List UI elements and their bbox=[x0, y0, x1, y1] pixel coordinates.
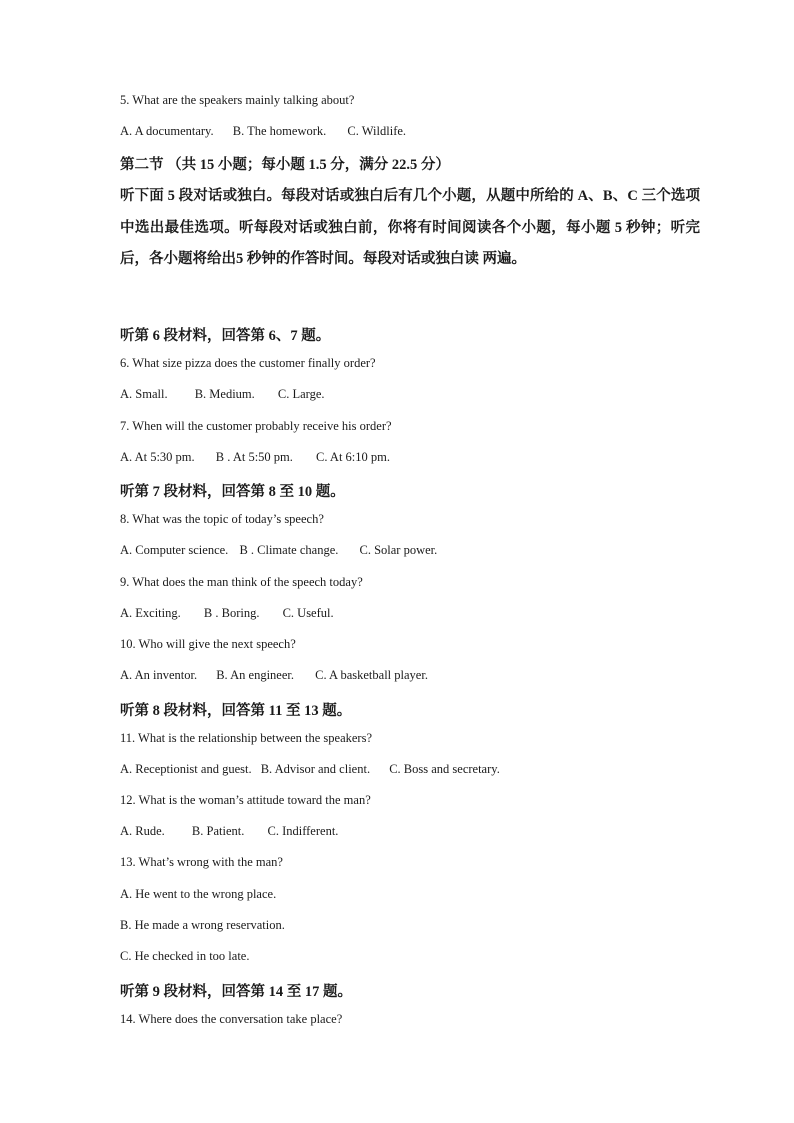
question-9-stem: 9. What does the man think of the speech today? bbox=[120, 575, 363, 589]
option-b: B . Boring. bbox=[203, 606, 260, 620]
option-c: C. Solar power. bbox=[359, 543, 438, 557]
option-b: B. Patient. bbox=[191, 824, 245, 838]
option-c: C. Boss and secretary. bbox=[389, 762, 500, 776]
question-13-option-b: B. He made a wrong reservation. bbox=[120, 918, 285, 932]
option-b: B. Advisor and client. bbox=[260, 762, 371, 776]
option-a: A. Computer science. bbox=[120, 543, 229, 557]
option-c: C. A basketball player. bbox=[315, 668, 428, 682]
question-5-options bbox=[120, 124, 406, 139]
section-2-title: 第二节 （共 15 小题；每小题 1.5 分，满分 22.5 分） bbox=[120, 157, 450, 173]
option-a: A. Receptionist and guest. bbox=[120, 762, 252, 776]
question-5-stem: 5. What are the speakers mainly talking about? bbox=[120, 93, 355, 107]
listening-instructions: 听下面 5 段对话或独白。每段对话或独白后有几个小题，从题中所给的 A、B、C 三个选项中选出最佳选项。听每段对话或独白前，你将有时间阅读各个小题，每小题 5 秒钟；听完后，各小题将给出5 秒钟的作答时间。每段对话或独白读 两遍。 bbox=[120, 188, 700, 267]
option-c: C. Indifferent. bbox=[267, 824, 339, 838]
question-10-options bbox=[120, 668, 428, 683]
question-12-options bbox=[120, 824, 338, 839]
option-a: A. At 5:30 pm. bbox=[120, 450, 195, 464]
question-6-stem: 6. What size pizza does the customer finally order? bbox=[120, 356, 376, 370]
question-9-options bbox=[120, 606, 334, 621]
material-8-heading: 听第 8 段材料，回答第 11 至 13 题。 bbox=[120, 703, 352, 719]
question-11-stem: 11. What is the relationship between the speakers? bbox=[120, 731, 373, 745]
option-b: B. An engineer. bbox=[216, 668, 294, 682]
question-13-option-c: C. He checked in too late. bbox=[120, 949, 250, 963]
question-7-options bbox=[120, 450, 390, 465]
question-12-stem: 12. What is the woman’s attitude toward the man? bbox=[120, 793, 371, 807]
question-11-options bbox=[120, 762, 500, 777]
option-a: A. An inventor. bbox=[120, 668, 198, 682]
question-6-options bbox=[120, 387, 325, 402]
option-c: C. Useful. bbox=[282, 606, 334, 620]
option-b: B . Climate change. bbox=[239, 543, 339, 557]
option-c: C. Large. bbox=[277, 387, 325, 401]
question-7-stem: 7. When will the customer probably receive his order? bbox=[120, 419, 392, 433]
question-10-stem: 10. Who will give the next speech? bbox=[120, 637, 296, 651]
question-13-option-a: A. He went to the wrong place. bbox=[120, 887, 277, 901]
question-8-stem: 8. What was the topic of today’s speech? bbox=[120, 512, 324, 526]
option-a: A. A documentary. bbox=[120, 124, 214, 138]
option-b: B. Medium. bbox=[194, 387, 255, 401]
option-c: C. Wildlife. bbox=[347, 124, 407, 138]
option-b: B. The homework. bbox=[232, 124, 327, 138]
option-a: A. Small. bbox=[120, 387, 168, 401]
question-13-stem: 13. What’s wrong with the man? bbox=[120, 855, 283, 869]
question-8-options bbox=[120, 543, 437, 558]
material-9-heading: 听第 9 段材料，回答第 14 至 17 题。 bbox=[120, 984, 352, 1000]
material-6-heading: 听第 6 段材料，回答第 6、7 题。 bbox=[120, 328, 331, 344]
question-14-stem: 14. Where does the conversation take place? bbox=[120, 1012, 343, 1026]
option-b: B . At 5:50 pm. bbox=[215, 450, 293, 464]
option-a: A. Rude. bbox=[120, 824, 165, 838]
option-a: A. Exciting. bbox=[120, 606, 181, 620]
option-c: C. At 6:10 pm. bbox=[316, 450, 390, 464]
material-7-heading: 听第 7 段材料，回答第 8 至 10 题。 bbox=[120, 484, 345, 500]
